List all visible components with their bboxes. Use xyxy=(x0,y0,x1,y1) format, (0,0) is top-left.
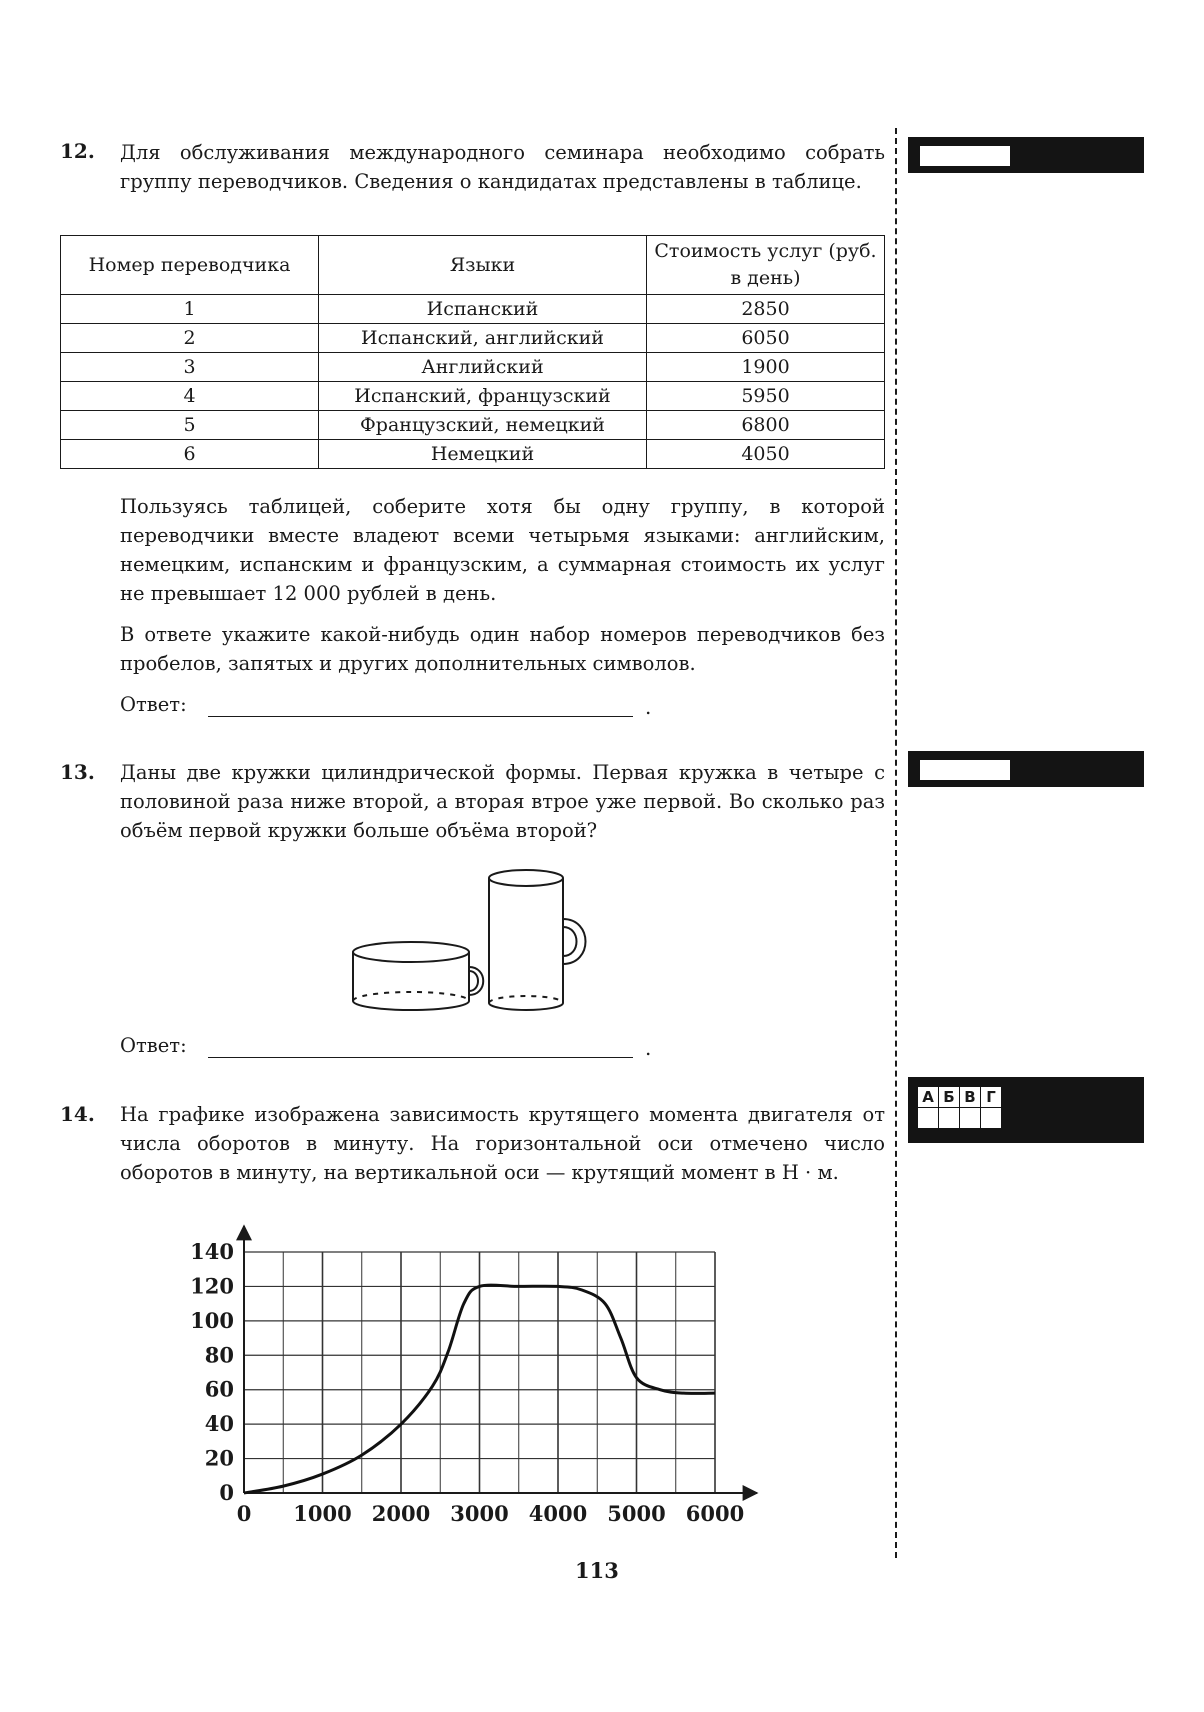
table-row xyxy=(61,324,885,353)
mugs-figure xyxy=(340,860,600,1020)
y-tick-label: 20 xyxy=(204,1445,234,1471)
header-translator-number: Номер переводчика xyxy=(61,236,319,295)
y-tick-label: 40 xyxy=(204,1411,234,1437)
cut-line xyxy=(895,128,897,1558)
cell-languages: Испанский, французский xyxy=(319,382,647,411)
cell-languages: Английский xyxy=(319,353,647,382)
x-tick-label: 5000 xyxy=(607,1501,666,1526)
table-row xyxy=(61,295,885,324)
header-languages: Языки xyxy=(319,236,647,295)
cell-cost: 2850 xyxy=(647,295,885,324)
task13-answer-field[interactable] xyxy=(208,1057,633,1058)
cell-number: 3 xyxy=(61,353,319,382)
task12-score-field[interactable] xyxy=(920,146,1010,166)
table-header-row xyxy=(61,236,885,295)
task13-answer-dot: . xyxy=(645,1036,652,1060)
wide-mug xyxy=(353,942,483,1010)
grid-letter: Г xyxy=(981,1087,1002,1108)
x-tick-label: 2000 xyxy=(371,1501,431,1526)
x-tick-label: 3000 xyxy=(450,1501,509,1526)
table-row xyxy=(61,353,885,382)
chart-axes xyxy=(244,1226,757,1493)
task12-mark-box xyxy=(908,137,1144,173)
cell-number: 1 xyxy=(61,295,319,324)
torque-chart xyxy=(170,1222,770,1547)
x-tick-label: 4000 xyxy=(528,1501,588,1526)
grid-letter: А xyxy=(918,1087,939,1108)
y-tick-label: 140 xyxy=(190,1239,234,1264)
task12-answer-label: Ответ: xyxy=(120,693,187,716)
y-tick-label: 120 xyxy=(190,1273,234,1299)
grid-answer-cell[interactable] xyxy=(939,1108,960,1129)
task12-instruction: В ответе укажите какой-нибудь один набор номеров переводчиков без пробелов, запятых и других дополнительных символов. xyxy=(120,623,885,675)
task12-number: 12. xyxy=(60,139,95,163)
task13-number: 13. xyxy=(60,760,95,784)
task13-answer-label: Ответ: xyxy=(120,1034,187,1057)
table-row xyxy=(61,411,885,440)
table-row xyxy=(61,382,885,411)
task13-text: Даны две кружки цилиндрической формы. Первая кружка в четыре с половиной раза ниже второй, а вторая втрое уже первой. Во сколько раз объём первой кружки больше объёма второй? xyxy=(120,761,885,842)
x-tick-label: 6000 xyxy=(685,1501,745,1526)
cell-languages: Французский, немецкий xyxy=(319,411,647,440)
task13-score-field[interactable] xyxy=(920,760,1010,780)
y-tick-label: 100 xyxy=(190,1307,234,1333)
chart-tick-labels xyxy=(190,1239,744,1526)
task13-mark-box xyxy=(908,751,1144,787)
tall-mug xyxy=(489,870,586,1010)
cell-number: 5 xyxy=(61,411,319,440)
cell-languages: Испанский xyxy=(319,295,647,324)
translators-table xyxy=(60,235,885,469)
page-number: 113 xyxy=(575,1558,619,1583)
cell-cost: 6800 xyxy=(647,411,885,440)
y-tick-label: 60 xyxy=(204,1376,234,1402)
cell-languages: Испанский, английский xyxy=(319,324,647,353)
task14-number: 14. xyxy=(60,1102,95,1126)
cell-cost: 5950 xyxy=(647,382,885,411)
table-row xyxy=(61,440,885,469)
task12-intro: Для обслуживания международного семинара необходимо собрать группу переводчиков. Сведения о кандидатах представлены в таблице. xyxy=(120,141,885,193)
grid-answer-cell[interactable] xyxy=(981,1108,1002,1129)
cell-languages: Немецкий xyxy=(319,440,647,469)
cell-cost: 4050 xyxy=(647,440,885,469)
grid-answer-cell[interactable] xyxy=(918,1108,939,1129)
y-tick-label: 80 xyxy=(204,1342,234,1368)
y-tick-label: 0 xyxy=(219,1480,234,1505)
cell-cost: 6050 xyxy=(647,324,885,353)
x-tick-label: 1000 xyxy=(293,1501,352,1526)
task12-condition: Пользуясь таблицей, соберите хотя бы одну группу, в которой переводчики вместе владеют всеми четырьмя языками: английским, немецким, испанским и французским, а суммарная стоимость их услуг не превышает 12 000 рублей в день. xyxy=(120,495,885,605)
grid-letter: В xyxy=(960,1087,981,1108)
header-cost: Стоимость услуг (руб. в день) xyxy=(647,236,885,295)
task12-answer-dot: . xyxy=(645,695,652,719)
cell-cost: 1900 xyxy=(647,353,885,382)
task12-answer-field[interactable] xyxy=(208,716,633,717)
task14-answer-grid xyxy=(908,1077,1144,1143)
grid-answer-cell[interactable] xyxy=(960,1108,981,1129)
cell-number: 4 xyxy=(61,382,319,411)
task14-text: На графике изображена зависимость крутящего момента двигателя от числа оборотов в минуту. На горизонтальной оси отмечено число оборотов в минуту, на вертикальной оси — крутящий момент в Н · м. xyxy=(120,1103,885,1184)
cell-number: 6 xyxy=(61,440,319,469)
grid-letter: Б xyxy=(939,1087,960,1108)
x-tick-label: 0 xyxy=(236,1501,252,1526)
cell-number: 2 xyxy=(61,324,319,353)
chart-grid xyxy=(244,1252,715,1493)
